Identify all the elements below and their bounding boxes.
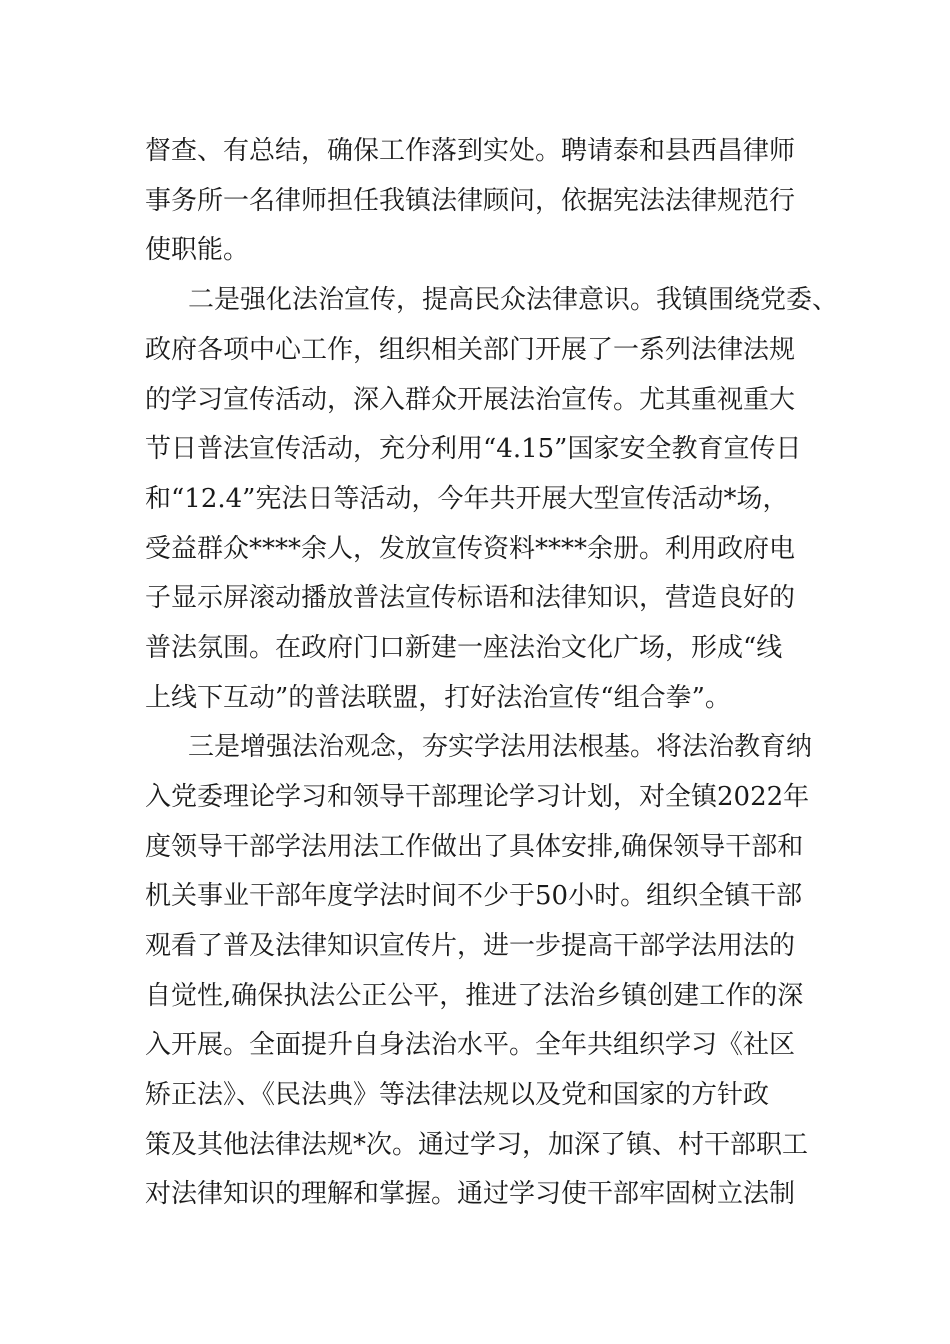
- text-line-7: 节日普法宣传活动，充分利用“4.15”国家安全教育宣传日: [145, 434, 802, 464]
- text-line-2: 事务所一名律师担任我镇法律顾问，依据宪法法律规范行: [145, 186, 796, 216]
- text-line-8: 和“12.4”宪法日等活动，今年共开展大型宣传活动*场，: [145, 484, 789, 514]
- text-line-17: 观看了普及法律知识宣传片，进一步提高干部学法用法的: [145, 931, 796, 961]
- text-line-6: 的学习宣传活动，深入群众开展法治宣传。尤其重视重大: [145, 385, 796, 415]
- text-line-12: 上线下互动”的普法联盟，打好法治宣传“组合拳”。: [145, 683, 731, 713]
- text-line-11: 普法氛围。在政府门口新建一座法治文化广场，形成“线: [145, 633, 783, 663]
- text-line-19: 入开展。全面提升自身法治水平。全年共组织学习《社区: [145, 1030, 796, 1060]
- text-line-18: 自觉性,确保执法公正公平，推进了法治乡镇创建工作的深: [145, 981, 804, 1011]
- paragraph-3-line-1: 三是增强法治观念，夯实学法用法根基。将法治教育纳: [188, 732, 813, 762]
- text-line-5: 政府各项中心工作，组织相关部门开展了一系列法律法规: [145, 335, 796, 365]
- text-line-10: 子显示屏滚动播放普法宣传标语和法律知识，营造良好的: [145, 583, 796, 613]
- text-line-16: 机关事业干部年度学法时间不少于50小时。组织全镇干部: [145, 881, 803, 911]
- text-line-9: 受益群众****余人，发放宣传资料****余册。利用政府电: [145, 534, 796, 564]
- text-line-14: 入党委理论学习和领导干部理论学习计划，对全镇2022年: [145, 782, 810, 812]
- text-line-21: 策及其他法律法规*次。通过学习，加深了镇、村干部职工: [145, 1130, 809, 1160]
- text-line-22: 对法律知识的理解和掌握。通过学习使干部牢固树立法制: [145, 1179, 796, 1209]
- text-line-3: 使职能。: [145, 235, 250, 265]
- text-line-20: 矫正法》、《民法典》等法律法规以及党和国家的方针政: [145, 1080, 770, 1110]
- text-line-1: 督查、有总结，确保工作落到实处。聘请泰和县西昌律师: [145, 136, 796, 166]
- text-line-15: 度领导干部学法用法工作做出了具体安排,确保领导干部和: [145, 832, 804, 862]
- paragraph-2-line-1: 二是强化法治宣传，提高民众法律意识。我镇围绕党委、: [188, 285, 839, 315]
